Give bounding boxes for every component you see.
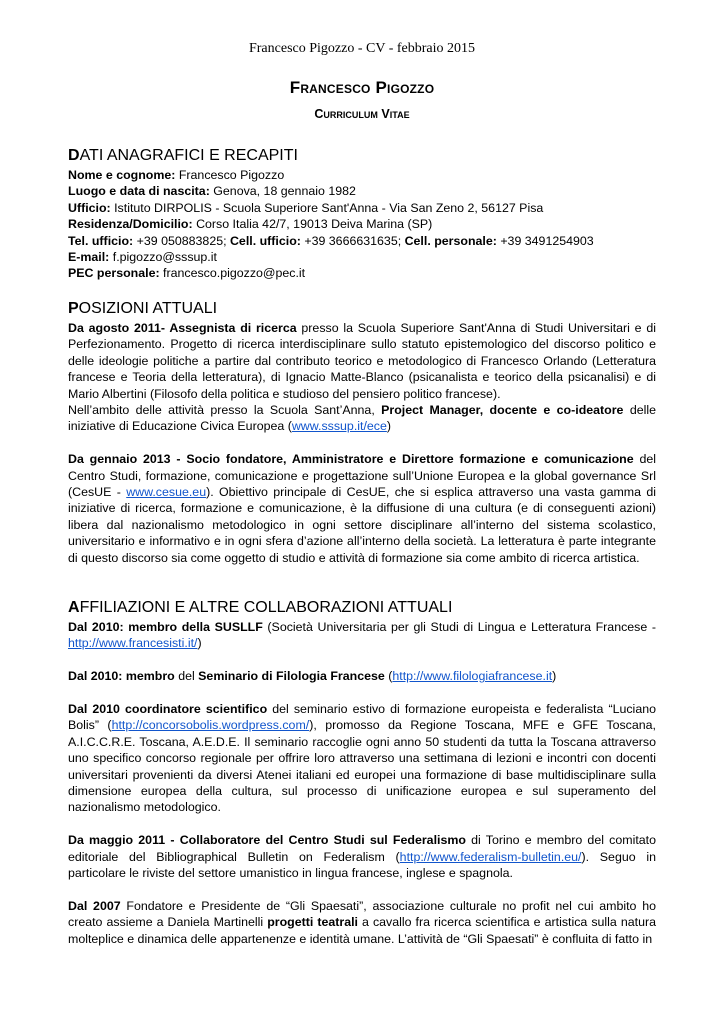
section-heading-personal-data: DATI ANAGRAFICI E RECAPITI	[68, 147, 298, 164]
field-phones: Tel. ufficio: +39 050883825; Cell. ufficio: +39 3666631635; Cell. personale: +39 3491254903	[68, 233, 594, 248]
link-sssup-ece[interactable]: www.sssup.it/ece	[291, 419, 387, 434]
link-filologiafrancese[interactable]: http://www.filologiafrancese.it	[392, 669, 553, 684]
section-personal-data	[68, 146, 656, 282]
field-email: E-mail: f.pigozzo@sssup.it	[68, 250, 217, 265]
document-title: Francesco Pigozzo	[289, 78, 435, 97]
affiliation-filologia: Dal 2010: membro del Seminario di Filologia Francese (http://www.filologiafrancese.it)	[68, 669, 557, 684]
affiliation-susllf: Dal 2010: membro della SUSLLF (Società Universitaria per gli Studi di Lingua e Letteratura Francese - http://www.francesisti.it/)	[68, 620, 657, 651]
section-affiliations	[68, 598, 656, 947]
running-header: Francesco Pigozzo - CV - febbraio 2015	[248, 41, 476, 56]
position-project-manager: Nell’ambito delle attività presso la Scuola Sant’Anna, Project Manager, docente e co-ideatore delle iniziative di Educazione Civica Europea (www.sssup.it/ece)	[68, 403, 657, 434]
field-office: Ufficio: Istituto DIRPOLIS - Scuola Superiore Sant'Anna - Via San Zeno 2, 56127 Pisa	[68, 200, 544, 215]
affiliation-bolis: Dal 2010 coordinatore scientifico del seminario estivo di formazione europeista e federalista “Luciano Bolis” (http://concorsobolis.wordpress.com/), promosso da Regione Toscana, MFE e GFE Toscana, A.I.C.C.R.E. Toscana, A.E.D.E. Il seminario raccoglie ogni anno 50 studenti da tutta la Toscana attraverso uno specifico concorso regionale per offrire loro attraverso una settimana di lezioni e incontri con docenti universitari provenienti da diversi Atenei italiani ed europei una formazione di base multidisciplinare sulla dimensione europea della cultura, sul processo di unificazione europea e sul superamento del nazionalismo metodologico.	[68, 702, 656, 815]
link-federalism-bulletin[interactable]: http://www.federalism-bulletin.eu/	[399, 849, 582, 864]
field-name: Nome e cognome: Francesco Pigozzo	[68, 168, 285, 182]
link-concorsobolis[interactable]: http://concorsobolis.wordpress.com/	[111, 718, 310, 733]
section-heading-current-positions: POSIZIONI ATTUALI	[68, 300, 218, 317]
document-subtitle: Curriculum Vitae	[314, 107, 410, 121]
affiliation-federalismo: Da maggio 2011 - Collaboratore del Centro Studi sul Federalismo di Torino e membro del comitato editoriale del Bibliographical Bulletin on Federalism (http://www.federalism-bulletin.eu/). Seguo in particolare le riviste del settore umanistico in lingua francese, inglese e spagnola.	[68, 833, 657, 881]
link-francesisti[interactable]: http://www.francesisti.it/	[68, 636, 198, 651]
field-pec: PEC personale: francesco.pigozzo@pec.it	[68, 266, 306, 281]
position-research-fellow: Da agosto 2011- Assegnista di ricerca presso la Scuola Superiore Sant'Anna di Studi Universitari e di Perfezionamento. Progetto di ricerca interdisciplinare sullo statuto epistemologico del discorso politico e delle ideologie politiche a partire dal contributo teorico e metodologico di Francesco Orlando (Letteratura francese e Teoria della letteratura), di Ignacio Matte-Blanco (psicanalista e teorico della psicanalisi) e di Mario Albertini (Filosofo della politica e studioso del pensiero politico francese).	[68, 321, 656, 401]
field-birth: Luogo e data di nascita: Genova, 18 gennaio 1982	[68, 184, 356, 199]
link-cesue[interactable]: www.cesue.eu	[126, 485, 207, 500]
affiliation-spaesati: Dal 2007 Fondatore e Presidente de “Gli Spaesati”, associazione culturale no profit nel cui ambito ho creato assieme a Daniela Martinelli progetti teatrali a cavallo fra ricerca scientifica e artistica sulla natura molteplice e dinamica delle appartenenze e identità umane. L’attività de “Gli Spaesati” è confluita di fatto in	[68, 898, 656, 946]
field-residence: Residenza/Domicilio: Corso Italia 42/7, 19013 Deiva Marina (SP)	[68, 217, 433, 232]
section-heading-affiliations: AFFILIAZIONI E ALTRE COLLABORAZIONI ATTUALI	[68, 599, 453, 616]
section-current-positions	[68, 299, 656, 566]
position-cesue: Da gennaio 2013 - Socio fondatore, Amministratore e Direttore formazione e comunicazione del Centro Studi, formazione, comunicazione e progettazione sull’Unione Europea e la global governance Srl (CesUE - www.cesue.eu). Obiettivo principale di CesUE, che si esplica attraverso una vasta gamma di iniziative di ricerca, formazione e comunicazione, è la diffusione di una cultura (e di conseguenti azioni) libera dal nazionalismo metodologico in ogni settore disciplinare all’interno del sistema scolastico, universitario e informativo e in ogni sfera d’azione all’interno della società. La letteratura è parte integrante di questo discorso sia come oggetto di studio e attività di formazione sia come ambito di ricerca artistica.	[68, 452, 656, 565]
